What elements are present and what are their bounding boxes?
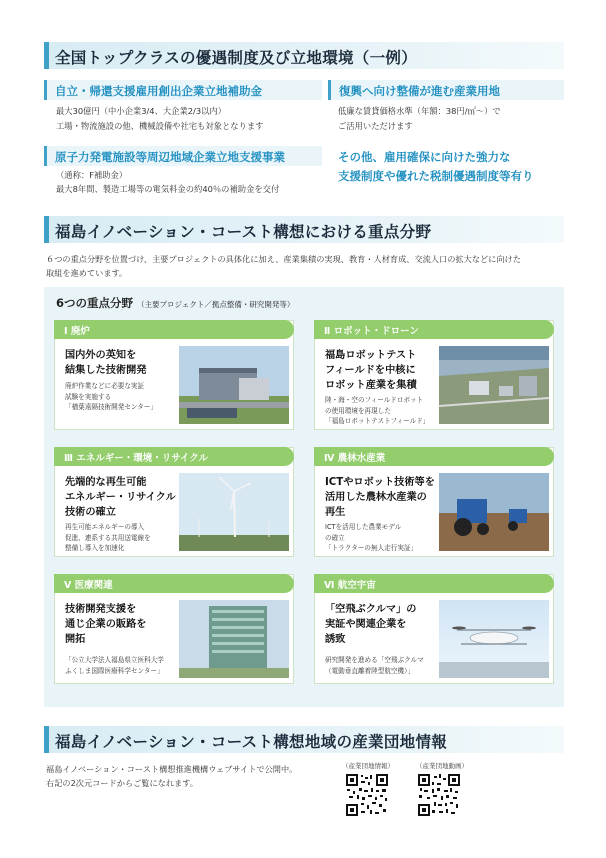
- card-sub-text: [65, 522, 151, 554]
- card-sub-text: [65, 381, 157, 413]
- card-sub-line: ふくしま国際医療科学センター」: [65, 666, 164, 675]
- card-main-line: 結集した技術開発: [65, 365, 147, 376]
- other-support-line-1: その他、雇用確保に向けた強力な: [338, 150, 511, 164]
- medical-center-photo: [179, 600, 289, 678]
- flying-car-image: [439, 600, 549, 678]
- qr-code-parks-info[interactable]: [345, 773, 389, 817]
- subsidy-1-line-2: 工場・物流施設の他、機械設備や社宅も対象となります: [56, 121, 264, 131]
- card-sub-line: 研究開発を進める「空飛ぶクルマ: [325, 656, 424, 664]
- card-main-line: 活用した農林水産業の: [325, 492, 427, 503]
- card-aerospace: [314, 574, 554, 684]
- parks-line-2: 右記の2次元コードからご覧になれます。: [46, 778, 198, 788]
- card-sub-line: 促進、連系する共用送電線を: [65, 533, 151, 542]
- card-head: Ⅰ 廃炉: [54, 320, 294, 339]
- card-sub-text: [325, 522, 417, 554]
- card-main-line: 技術開発支援を: [65, 604, 137, 615]
- qr-code-parks-video[interactable]: [417, 773, 461, 817]
- card-sub-line: 「福島ロボットテストフィールド」: [325, 417, 430, 425]
- panel-title: [56, 295, 294, 311]
- section-heading-priority-fields: 福島イノベーション・コースト構想における重点分野: [44, 216, 564, 243]
- subsidy-title-2: 原子力発電施設等周辺地域企業立地支援事業: [44, 146, 322, 166]
- intro-line-2: 取組を進めています。: [46, 268, 128, 278]
- test-field-aerial-photo: [439, 346, 549, 424]
- panel-title-main: 6つの重点分野: [56, 296, 134, 310]
- card-head: Ⅴ 医療関連: [54, 574, 294, 593]
- card-sub-text: [325, 395, 429, 427]
- subsidy-title-1: 自立・帰還支援雇用創出企業立地補助金: [44, 80, 322, 100]
- section-heading-industrial-parks: 福島イノベーション・コースト構想地域の産業団地情報: [44, 726, 564, 753]
- qr-code-icon: [417, 773, 461, 817]
- card-sub-text: [65, 655, 164, 676]
- qr-label-parks-info: （産業団地情報）: [342, 762, 394, 770]
- industrial-land-title: 復興へ向け整備が進む産業用地: [328, 80, 564, 100]
- intro-line-1: ６つの重点分野を位置づけ、主要プロジェクトの具体化に加え、産業集積の実現、教育・人材育成、交流人口の拡大などに向けた: [46, 254, 521, 264]
- card-sub-text: [325, 655, 424, 676]
- panel-subtitle: （主要プロジェクト／拠点整備・研究開発等）: [137, 300, 295, 309]
- qr-label-parks-video: （産業団地動画）: [416, 762, 468, 770]
- card-main-line: 再生: [325, 507, 346, 518]
- tractor-photo: [439, 473, 549, 551]
- card-main-text: [325, 348, 417, 393]
- card-main-line: 開拓: [65, 634, 86, 645]
- parks-line-1: 福島イノベーション・コースト構想推進機構ウェブサイトで公開中。: [46, 764, 298, 774]
- subsidy-2-line-1: （通称：F補助金）: [56, 170, 128, 180]
- card-medical: [54, 574, 294, 684]
- card-robot-drone: [314, 320, 554, 430]
- card-main-text: [65, 348, 147, 378]
- card-main-line: エネルギー・リサイクル: [65, 492, 176, 503]
- facility-photo: [179, 346, 289, 424]
- card-sub-line: 整備し導入を加速化: [65, 544, 125, 552]
- card-sub-line: 「公立大学法人福島県立医科大学: [65, 656, 164, 664]
- card-sub-line: の確立: [325, 533, 345, 542]
- card-main-line: 国内外の英知を: [65, 350, 137, 361]
- section-heading-incentives: 全国トップクラスの優遇制度及び立地環境（一例）: [44, 42, 564, 69]
- card-sub-line: 陸・海・空のフィールドロボット: [325, 396, 424, 404]
- card-main-text: [65, 602, 147, 647]
- industrial-land-line-2: ご活用いただけます: [338, 121, 413, 131]
- card-sub-line: 「トラクターの無人走行実証」: [325, 544, 418, 552]
- card-main-text: [325, 602, 416, 647]
- card-sub-line: （電動垂直離着陸型航空機）」: [325, 666, 415, 675]
- card-main-text: [65, 475, 176, 520]
- card-sub-line: 試験を実施する: [65, 392, 112, 401]
- card-sub-line: 廃炉作業などに必要な実証: [65, 382, 145, 390]
- card-sub-line: 「楢葉遠隔技術開発センター」: [65, 403, 158, 411]
- industrial-land-line-1: 低廉な賃貸価格水準（年額：38円/㎡〜）で: [338, 106, 501, 116]
- card-energy: [54, 447, 294, 557]
- card-decommissioning: [54, 320, 294, 430]
- priority-fields-panel: [44, 287, 564, 707]
- card-main-line: 「空飛ぶクルマ」の: [325, 604, 417, 615]
- other-support-line-2: 支援制度や優れた税制優遇制度等有り: [338, 169, 534, 183]
- card-main-line: 実証や関連企業を: [325, 619, 407, 630]
- card-main-line: 福島ロボットテスト: [325, 350, 417, 361]
- card-head: Ⅱ ロボット・ドローン: [314, 320, 554, 339]
- card-main-line: 誘致: [325, 634, 346, 645]
- wind-turbine-photo: [179, 473, 289, 551]
- card-head: Ⅵ 航空宇宙: [314, 574, 554, 593]
- card-main-line: 先端的な再生可能: [65, 477, 147, 488]
- card-main-line: 技術の確立: [65, 507, 116, 518]
- card-main-line: 通じ企業の販路を: [65, 619, 147, 630]
- card-main-line: フィールドを中核に: [325, 365, 416, 376]
- card-main-text: [325, 475, 435, 520]
- card-sub-line: 再生可能エネルギーの導入: [65, 523, 145, 531]
- card-agriculture: [314, 447, 554, 557]
- card-main-line: ロボット産業を集積: [325, 380, 417, 391]
- qr-code-icon: [345, 773, 389, 817]
- subsidy-1-line-1: 最大30億円（中小企業3/4、大企業2/3以内）: [56, 106, 227, 116]
- card-sub-line: ICTを活用した農業モデル: [325, 523, 402, 531]
- card-head: Ⅲ エネルギー・環境・リサイクル: [54, 447, 294, 466]
- subsidy-2-line-2: 最大8年間、製造工場等の電気料金の約40％の補助金を交付: [56, 184, 280, 194]
- card-main-line: ICTやロボット技術等を: [325, 477, 435, 488]
- card-sub-line: の使用環境を再現した: [325, 406, 391, 415]
- card-head: Ⅳ 農林水産業: [314, 447, 554, 466]
